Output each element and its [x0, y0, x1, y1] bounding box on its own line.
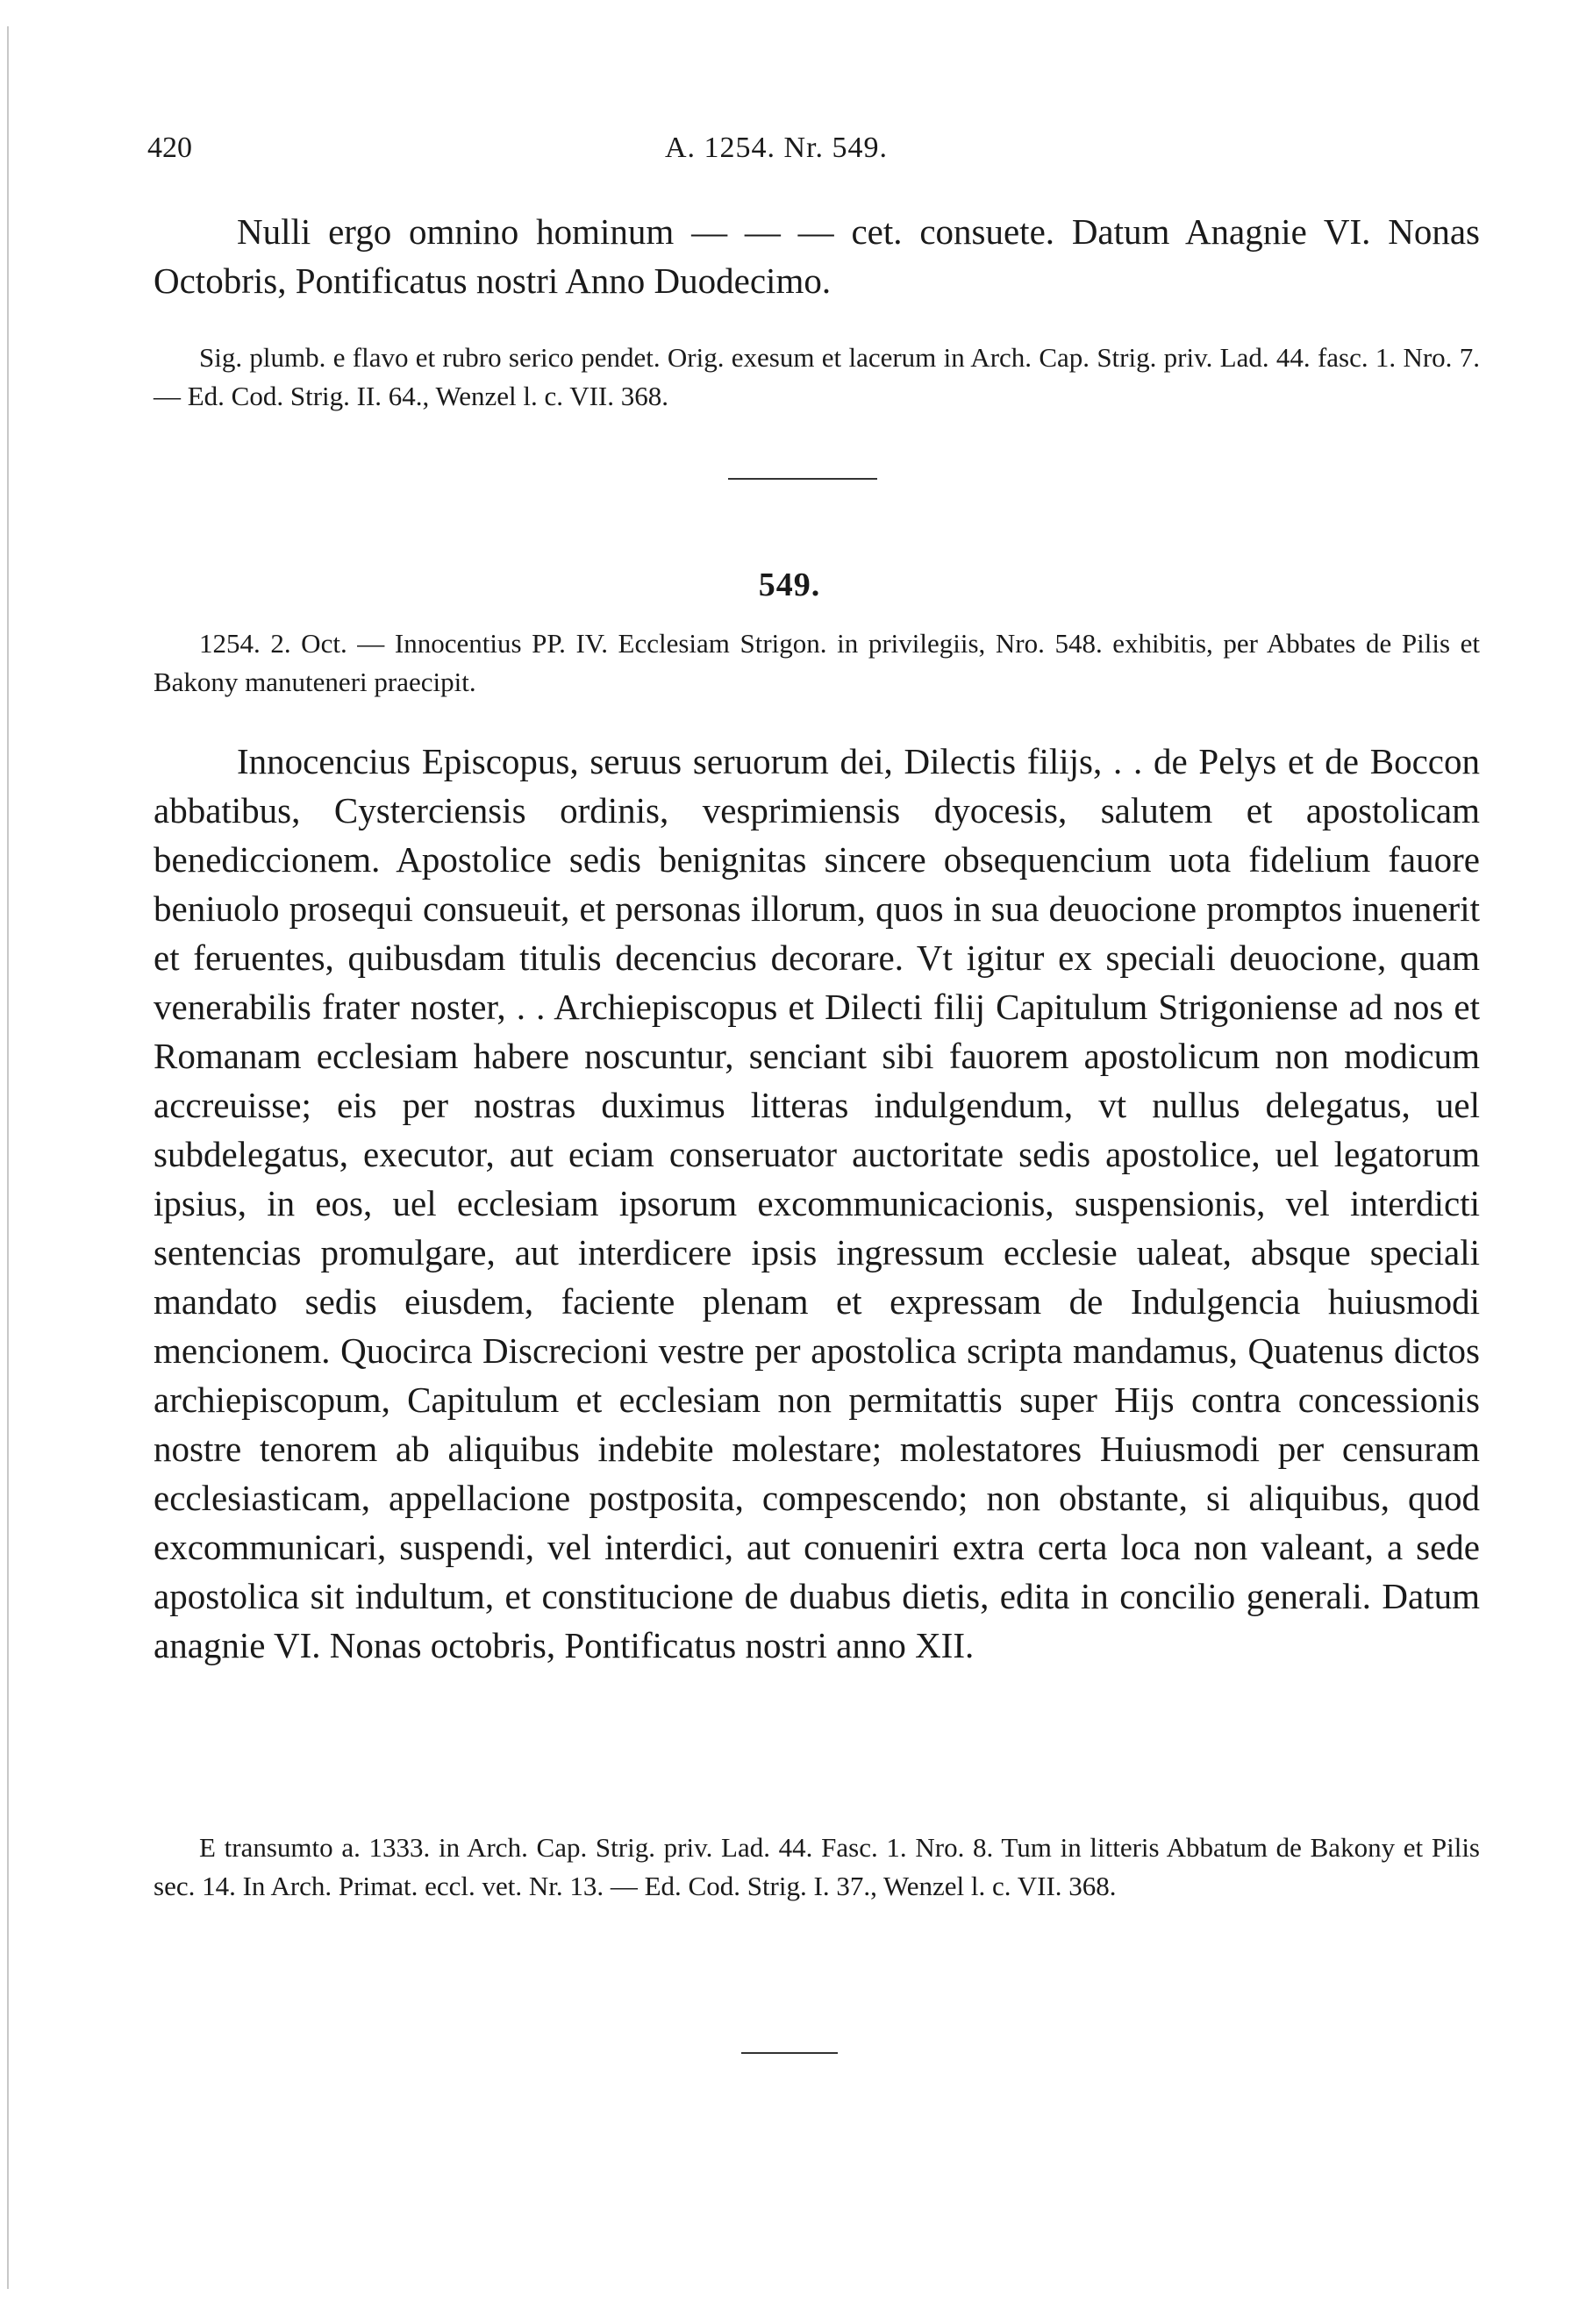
separator-rule [728, 478, 877, 480]
previous-document-source-note [154, 339, 1480, 416]
running-title: A. 1254. Nr. 549. [665, 132, 889, 164]
body-text: Innocencius Episcopus, seruus seruorum dei, Dilectis filijs, . . de Pelys et de Boccon abbatibus, Cysterciensis ordinis, vesprimiensis dyocesis, salutem et apostolicam benediccionem. Apostolice sedis benignitas sincere obsequencium uota fidelium fauore beniuolo prosequi consueuit, et personas illorum, quos in sua deuocione promptos inuenerit et feruentes, quibusdam titulis decencius decorare. Vt igitur ex speciali deuocione, quam venerabilis frater noster, . . Archiepiscopus et Dilecti filij Capitulum Strigoniense ad nos et Romanam ecclesiam habere noscuntur, senciant sibi fauorem apostolicum non modicum accreuisse; eis per nostras duximus litteras indulgendum, vt nullus delegatus, uel subdelegatus, executor, aut eciam conseruator auctoritate sedis apostolice, uel legatorum ipsius, in eos, uel ecclesiam ipsorum excommunicacionis, suspensionis, vel interdicti sentencias promulgare, aut interdicere ipsis ingressum ecclesie ualeat, absque speciali mandato sedis eiusdem, faciente plenam et expressam de Indulgencia huiusmodi mencionem. Quocirca Discrecioni vestre per apostolica scripta mandamus, Quatenus dictos archiepiscopum, Capitulum et ecclesiam non permitattis super Hijs contra concessionis nostre tenorem ab aliquibus indebite molestare; molestatores Huiusmodi per censuram ecclesiasticam, appellacione postposita, compescendo; non obstante, si aliquibus, quod excommunicari, suspendi, vel interdici, aut conueniri extra certa loca non valeant, a sede apostolica sit indultum, et constitucione de duabus dietis, edita in concilio generali. Datum anagnie VI. Nonas octobris, Pontificatus nostri anno XII. [154, 741, 1480, 1665]
page-number: 420 [147, 132, 192, 164]
source-note-text: Sig. plumb. e flavo et rubro serico pendet. Orig. exesum et lacerum in Arch. Cap. Strig. priv. Lad. 44. fasc. 1. Nro. 7. — Ed. Cod. Strig. II. 64., Wenzel l. c. VII. 368. [154, 342, 1480, 411]
document-summary [154, 624, 1480, 702]
document-source-text: E transumto a. 1333. in Arch. Cap. Strig. priv. Lad. 44. Fasc. 1. Nro. 8. Tum in litteris Abbatum de Bakony et Pilis sec. 14. In Arch. Primat. eccl. vet. Nr. 13. — Ed. Cod. Strig. I. 37., Wenzel l. c. VII. 368. [154, 1832, 1480, 1901]
page-edge-line [7, 26, 9, 2289]
document-source-note [154, 1829, 1480, 1906]
summary-text: 1254. 2. Oct. — Innocentius PP. IV. Ecclesiam Strigon. in privilegiis, Nro. 548. exhibitis, per Abbates de Pilis et Bakony manuteneri praecipit. [154, 628, 1480, 697]
previous-document-closing [154, 207, 1480, 305]
document-body [154, 737, 1480, 1670]
end-rule [741, 2052, 838, 2054]
closing-text: Nulli ergo omnino hominum — — — cet. consuete. Datum Anagnie VI. Nonas Octobris, Pontificatus nostri Anno Duodecimo. [154, 211, 1480, 301]
running-header [147, 132, 1490, 175]
document-number: 549. [758, 567, 821, 603]
